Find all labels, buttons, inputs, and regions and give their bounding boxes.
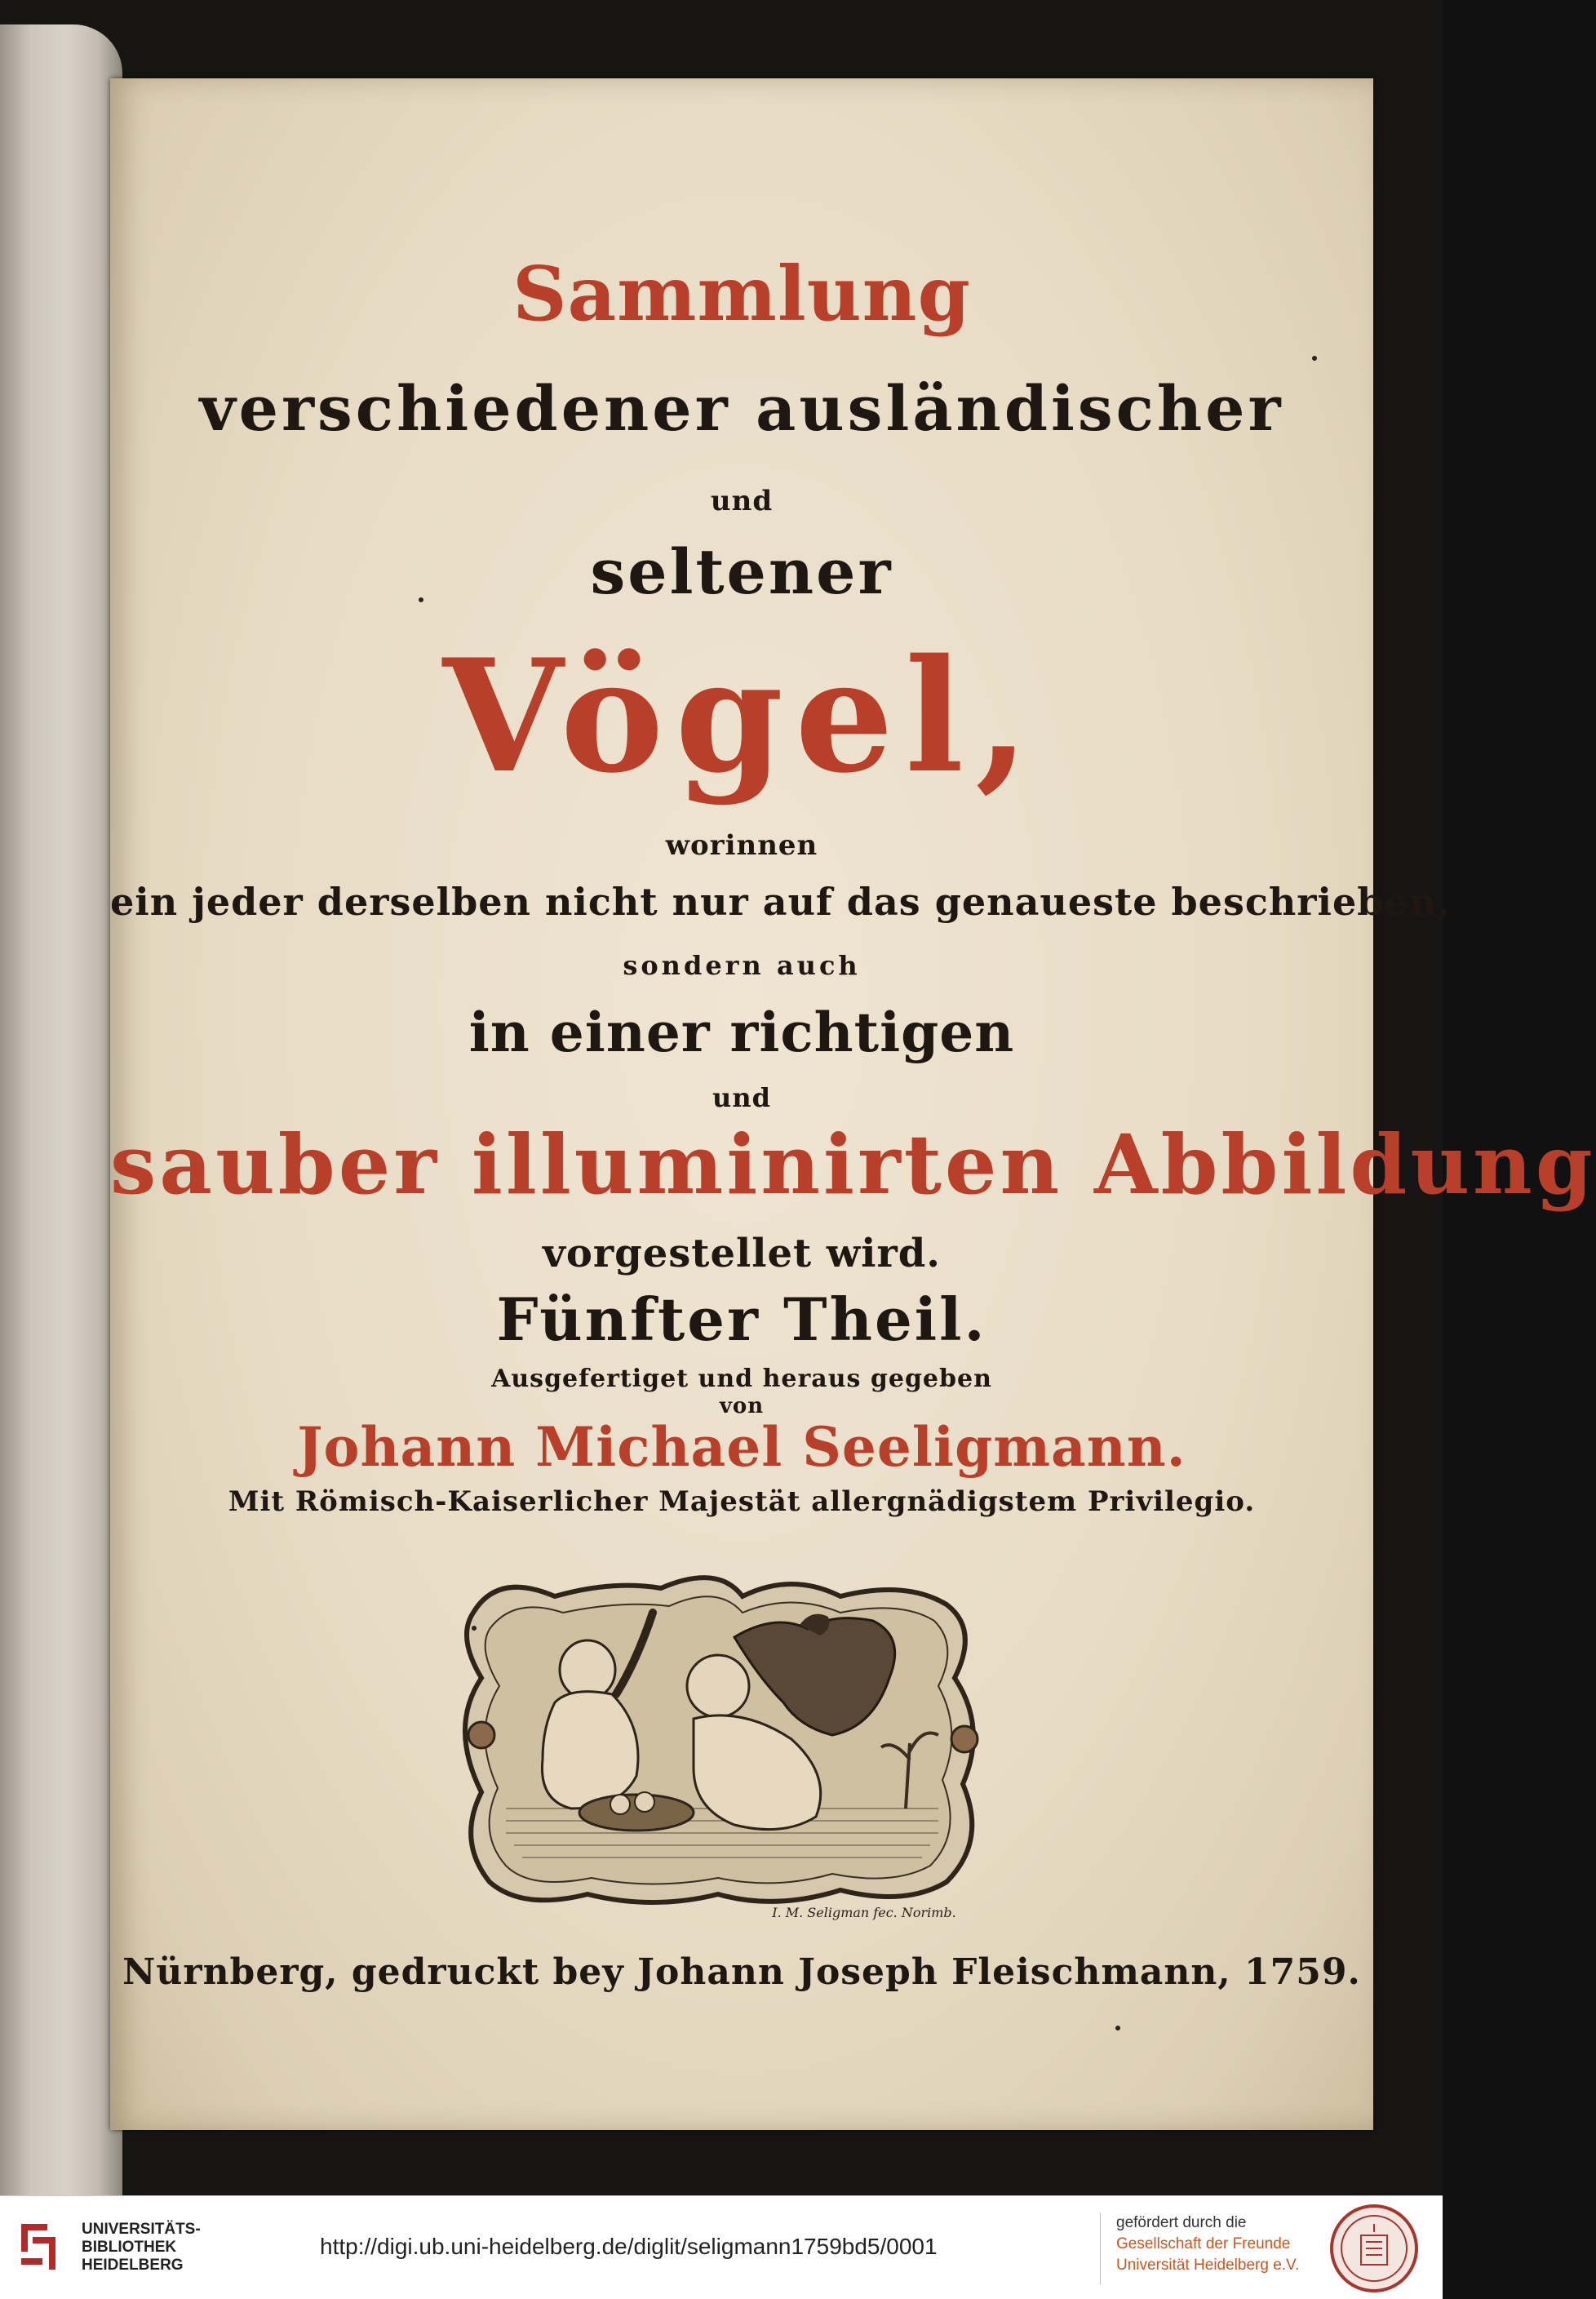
- title-vorgestellet: vorgestellet wird.: [542, 1231, 942, 1276]
- library-name: [82, 2221, 201, 2275]
- cherubs-eagle-vignette: [449, 1564, 995, 1915]
- title-ein-jeder: ein jeder derselben nicht nur auf das genaueste beschrieben,: [110, 880, 1452, 924]
- title-und-1: und: [710, 485, 774, 517]
- title-verschiedener: verschiedener ausländischer: [199, 372, 1284, 445]
- sponsor-org-line-2: Universität Heidelberg e.V.: [1116, 2257, 1300, 2274]
- sponsor-block: [1116, 2212, 1299, 2276]
- imprint-line: Nürnberg, gedruckt bey Johann Joseph Fleischmann, 1759.: [122, 1951, 1361, 1993]
- footer-divider: [1100, 2212, 1101, 2284]
- ub-heidelberg-logo-icon: [15, 2216, 67, 2278]
- title-privilegio: Mit Römisch-Kaiserlicher Majestät allergnädigstem Privilegio.: [228, 1485, 1256, 1518]
- title-ausgefertiget: Ausgefertiget und heraus gegeben: [491, 1365, 992, 1393]
- book-binding-edge: [0, 24, 122, 2195]
- title-author: Johann Michael Seeligmann.: [297, 1415, 1186, 1479]
- title-seltener: seltener: [590, 535, 893, 608]
- footer-bar: [0, 2195, 1443, 2299]
- library-name-line-3: HEIDELBERG: [82, 2257, 184, 2274]
- ink-speck: [1115, 2026, 1120, 2030]
- title-abbildung: sauber illuminirten Abbildung: [110, 1116, 1596, 1213]
- title-sondern-auch: sondern auch: [623, 950, 861, 981]
- ink-speck: [1312, 356, 1317, 361]
- title-und-2: und: [712, 1082, 771, 1113]
- sponsor-org-line-1: Gesellschaft der Freunde: [1116, 2235, 1291, 2252]
- title-theil: Fünfter Theil.: [496, 1285, 987, 1354]
- title-sammlung: Sammlung: [512, 250, 971, 338]
- permalink-url[interactable]: http://digi.ub.uni-heidelberg.de/diglit/seligmann1759bd5/0001: [320, 2234, 938, 2259]
- ink-speck: [472, 1626, 477, 1631]
- sponsor-label: gefördert durch die: [1116, 2214, 1247, 2231]
- title-worinnen: worinnen: [665, 829, 818, 862]
- title-voegel: Vögel,: [442, 625, 1041, 807]
- title-page: [110, 78, 1596, 2130]
- library-name-line-2: BIBLIOTHEK: [82, 2239, 177, 2256]
- library-name-line-1: UNIVERSITÄTS-: [82, 2221, 201, 2238]
- university-seal-icon: [1328, 2203, 1420, 2294]
- engraver-signature: I. M. Seligman fec. Norimb.: [772, 1905, 956, 1920]
- title-in-einer-richtigen: in einer richtigen: [468, 1001, 1015, 1064]
- ink-speck: [419, 597, 423, 602]
- title-von: von: [719, 1394, 765, 1418]
